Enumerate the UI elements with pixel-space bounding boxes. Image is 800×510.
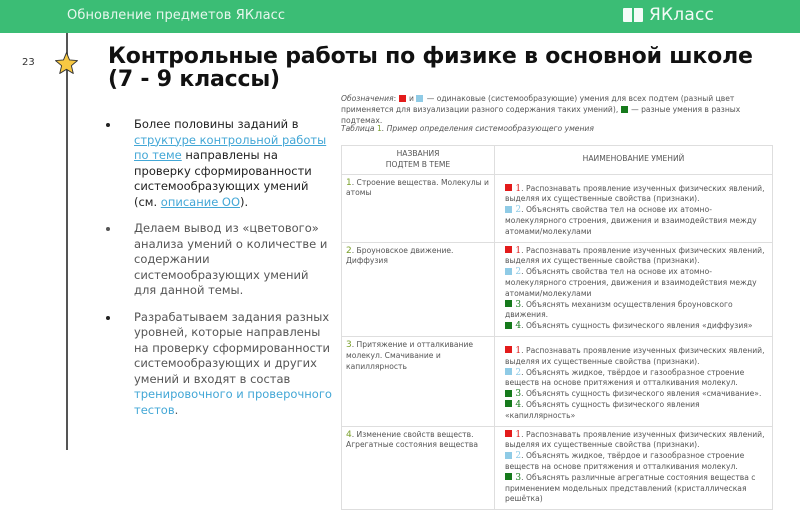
skills-cell	[495, 426, 773, 510]
skill-text: . Объяснять сущность физического явления «диффузия»	[521, 321, 753, 331]
skill-item	[505, 400, 766, 422]
bullet-item: Разрабатываем задания разных уровней, которые направлены на проверку сформированности системообразующих и других умений и входят в состав тренировочного и проверочного тестов.	[104, 310, 334, 419]
skill-number: 2	[515, 451, 522, 462]
table-caption: Таблица 1. Пример определения системообразующего умения	[341, 124, 594, 133]
brand-logo[interactable]	[623, 5, 714, 25]
skill-item	[505, 246, 766, 268]
table-row	[342, 336, 773, 426]
skill-text: . Распознавать проявление изученных физических явлений, выделяя их существенные свойства (признаки).	[505, 245, 765, 266]
skill-number: 4	[515, 399, 522, 410]
skill-text: . Объяснять жидкое, твёрдое и газообразное строение веществ на основе притяжения и отталкивания молекул.	[505, 367, 745, 388]
link-tests[interactable]: тренировочного и проверочного тестов	[134, 387, 332, 417]
skill-number: 3	[515, 389, 522, 400]
blue-square-icon	[505, 368, 512, 375]
skills-cell	[495, 174, 773, 242]
skill-item	[505, 389, 766, 400]
red-square-icon	[505, 184, 512, 191]
header-bar	[0, 0, 800, 33]
red-square-icon	[505, 246, 512, 253]
skill-text: . Объяснять различные агрегатные состояния вещества с применением модельных представлений (кристаллическая решётка)	[505, 472, 756, 504]
skill-text: . Распознавать проявление изученных физических явлений, выделяя их существенные свойства (признаки).	[505, 183, 765, 204]
bullet-item: Делаем вывод из «цветового» анализа умений о количестве и содержании системообразующих умений для данной темы.	[104, 221, 334, 299]
skill-item	[505, 473, 766, 505]
topic-name: . Броуновское движение. Диффузия	[346, 245, 454, 266]
page-title	[108, 45, 768, 91]
skills-cell	[495, 336, 773, 426]
skill-text: . Объяснять жидкое, твёрдое и газообразное строение веществ на основе притяжения и отталкивания молекул.	[505, 451, 745, 471]
skill-number: 1	[515, 345, 522, 356]
skill-number: 4	[515, 321, 522, 332]
topic-number: 1	[346, 177, 352, 188]
skill-number: 3	[515, 472, 522, 483]
header-topics: НАЗВАНИЯ ПОДТЕМ В ТЕМЕ	[342, 146, 495, 175]
header-skills: НАИМЕНОВАНИЕ УМЕНИЙ	[495, 146, 773, 175]
topic-number: 2	[346, 245, 352, 256]
skill-number: 2	[515, 205, 522, 216]
skill-item	[505, 430, 766, 452]
skill-number: 3	[515, 299, 522, 310]
skill-item	[505, 368, 766, 390]
header-title: Обновление предметов ЯКласс	[67, 8, 286, 23]
topic-cell	[342, 336, 495, 426]
skills-cell	[495, 242, 773, 336]
table-row	[342, 242, 773, 336]
skill-number: 1	[515, 429, 522, 440]
topic-name: . Изменение свойств веществ. Агрегатные состояния вещества	[346, 429, 479, 450]
green-square-icon	[505, 400, 512, 407]
skill-item	[505, 205, 766, 237]
bullet-list	[104, 117, 334, 429]
red-square-icon	[505, 346, 512, 353]
skill-text: . Объяснять свойства тел на основе их атомно-молекулярного строения, движения и взаимодействия между атомами/молекулами	[505, 267, 757, 298]
link-oo-description[interactable]: описание ОО	[160, 194, 241, 209]
green-square-icon	[621, 106, 628, 113]
skill-text: . Распознавать проявление изученных физических явлений, выделяя их существенные свойства (признаки).	[505, 429, 765, 450]
skill-text: . Объяснять сущность физического явления «капиллярность»	[505, 399, 700, 420]
green-square-icon	[505, 322, 512, 329]
skill-item	[505, 346, 766, 368]
green-square-icon	[505, 300, 512, 307]
skill-item	[505, 300, 766, 322]
table-row	[342, 426, 773, 510]
bullet-dot	[106, 316, 110, 320]
topic-name: . Строение вещества. Молекулы и атомы	[346, 177, 489, 198]
red-square-icon	[505, 430, 512, 437]
blue-square-icon	[416, 95, 423, 102]
bullet-dot	[106, 227, 110, 231]
skill-text: . Объяснять свойства тел на основе их атомно-молекулярного строения, движения и взаимодействия между атомами/молекулами	[505, 205, 757, 236]
skill-text: . Распознавать проявление изученных физических явлений, выделяя их существенные свойства (признаки).	[505, 345, 765, 366]
red-square-icon	[399, 95, 406, 102]
table-row	[342, 174, 773, 242]
slide-number: 23	[22, 57, 35, 68]
title-line-2: (7 - 9 классы)	[108, 67, 280, 92]
topic-number: 3	[346, 339, 352, 350]
legend: Обозначения: и — одинаковые (системообразующие) умения для всех подтем (разный цвет применяется для визуализации разного содержания таких умений), — разные умения в разных подтемах.	[341, 94, 741, 125]
topic-number: 4	[346, 429, 352, 440]
skill-text: . Объяснять сущность физического явления «смачивание».	[521, 389, 762, 399]
blue-square-icon	[505, 452, 512, 459]
bullet-item: Более половины заданий в структуре контрольной работы по теме направлены на проверку сформированности системообразующих умений (см. описание ОО).	[104, 117, 334, 210]
skill-item	[505, 451, 766, 473]
topic-name: . Притяжение и отталкивание молекул. Смачивание и капиллярность	[346, 339, 474, 371]
skill-number: 1	[515, 183, 522, 194]
topic-cell	[342, 426, 495, 510]
star-icon	[54, 51, 79, 76]
skills-table	[341, 145, 773, 510]
brand-name: ЯКласс	[649, 5, 715, 25]
green-square-icon	[505, 390, 512, 397]
skill-item	[505, 184, 766, 206]
topic-cell	[342, 174, 495, 242]
skill-number: 2	[515, 367, 522, 378]
blue-square-icon	[505, 268, 512, 275]
table-header-row	[342, 146, 773, 175]
skill-text: . Объяснять механизм осуществления броуновского движения.	[505, 299, 733, 320]
topic-cell	[342, 242, 495, 336]
blue-square-icon	[505, 206, 512, 213]
title-line-1: Контрольные работы по физике в основной школе	[108, 44, 753, 69]
skill-number: 1	[515, 245, 522, 256]
skill-item	[505, 267, 766, 299]
timeline-line	[66, 33, 68, 450]
book-icon	[623, 8, 643, 22]
bullet-dot	[106, 123, 110, 127]
green-square-icon	[505, 473, 512, 480]
link-test-structure[interactable]: структуре контрольной работы по теме	[134, 132, 327, 162]
skill-item	[505, 321, 766, 332]
skill-number: 2	[515, 267, 522, 278]
